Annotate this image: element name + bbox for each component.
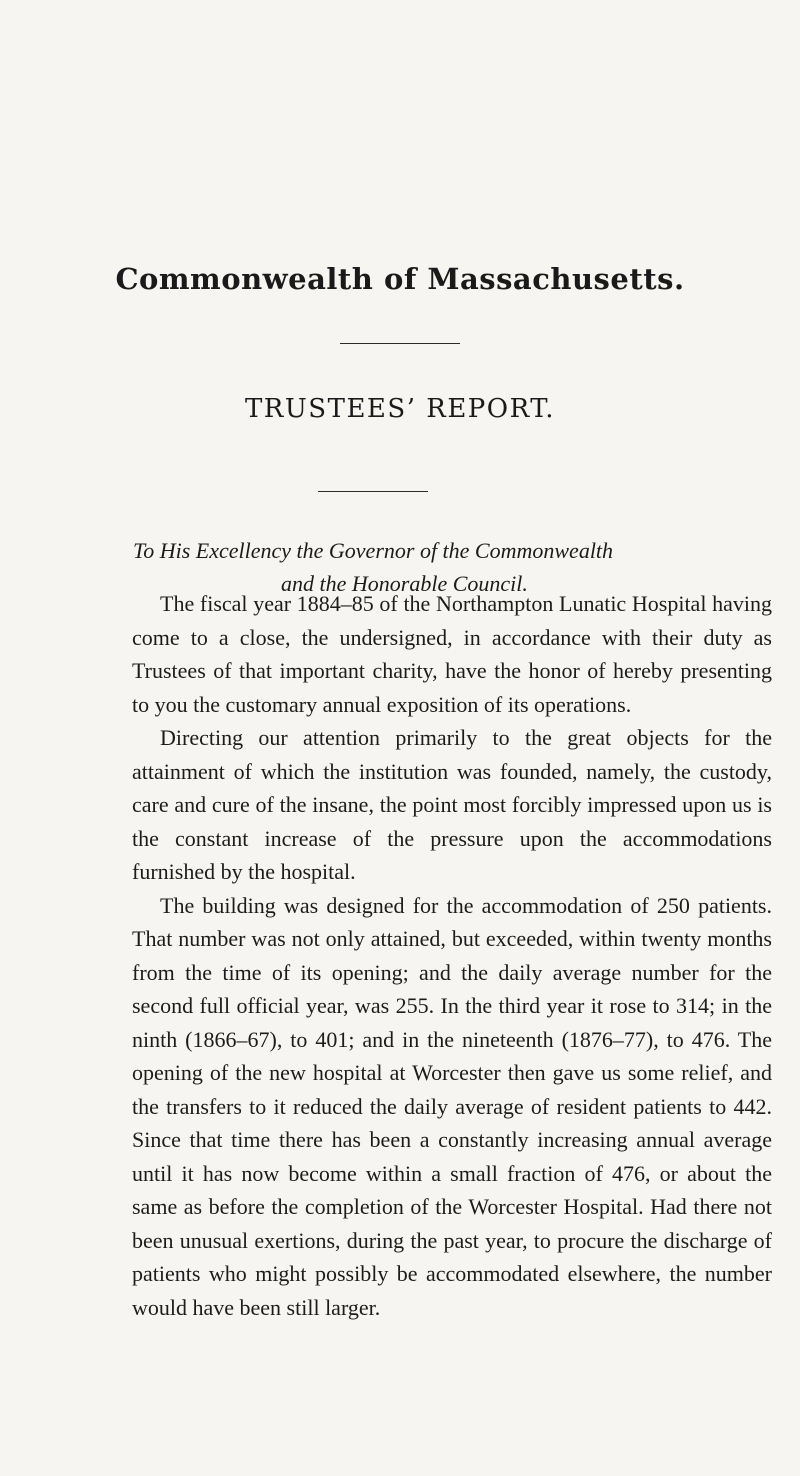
lower-divider [318, 491, 428, 492]
upper-divider [340, 343, 460, 344]
report-heading: TRUSTEES’ REPORT. [244, 394, 556, 424]
salutation-line-1: To His Excellency the Governor of the Commonwealth [133, 538, 614, 563]
report-body [132, 587, 772, 1324]
masthead-title: Commonwealth of Massachusetts. [115, 262, 685, 296]
paragraph-capacity: The building was designed for the accommodation of 250 patients. That number was not only attained, but exceeded, within twenty months from the time of its opening; and the daily average number for the second full official year, was 255. In the third year it rose to 314; in the ninth (1866–67), to 401; and in the nineteenth (1876–77), to 476. The opening of the new hospital at Worcester then gave us some relief, and the transfers to it reduced the daily average of resident patients to 442. Since that time there has been a constantly increasing annual average until it has now become within a small fraction of 476, or about the same as before the completion of the Worcester Hospital. Had there not been unusual exertions, during the past year, to procure the discharge of patients who might possibly be accommodated elsewhere, the number would have been still larger. [132, 892, 772, 1320]
paragraph-fiscal-year: The fiscal year 1884–85 of the Northampton Lunatic Hospital having come to a close, the undersigned, in accordance with their duty as Trustees of that important charity, have the honor of hereby presenting to you the customary annual exposition of its operations. [132, 591, 772, 717]
paragraph-pressure: Directing our attention primarily to the great objects for the attainment of which the institution was founded, namely, the custody, care and cure of the insane, the point most forcibly impressed upon us is the constant increase of the pressure upon the accommodations furnished by the hospital. [132, 725, 772, 884]
salutation-line-2: and the Honorable Council. [281, 571, 528, 596]
